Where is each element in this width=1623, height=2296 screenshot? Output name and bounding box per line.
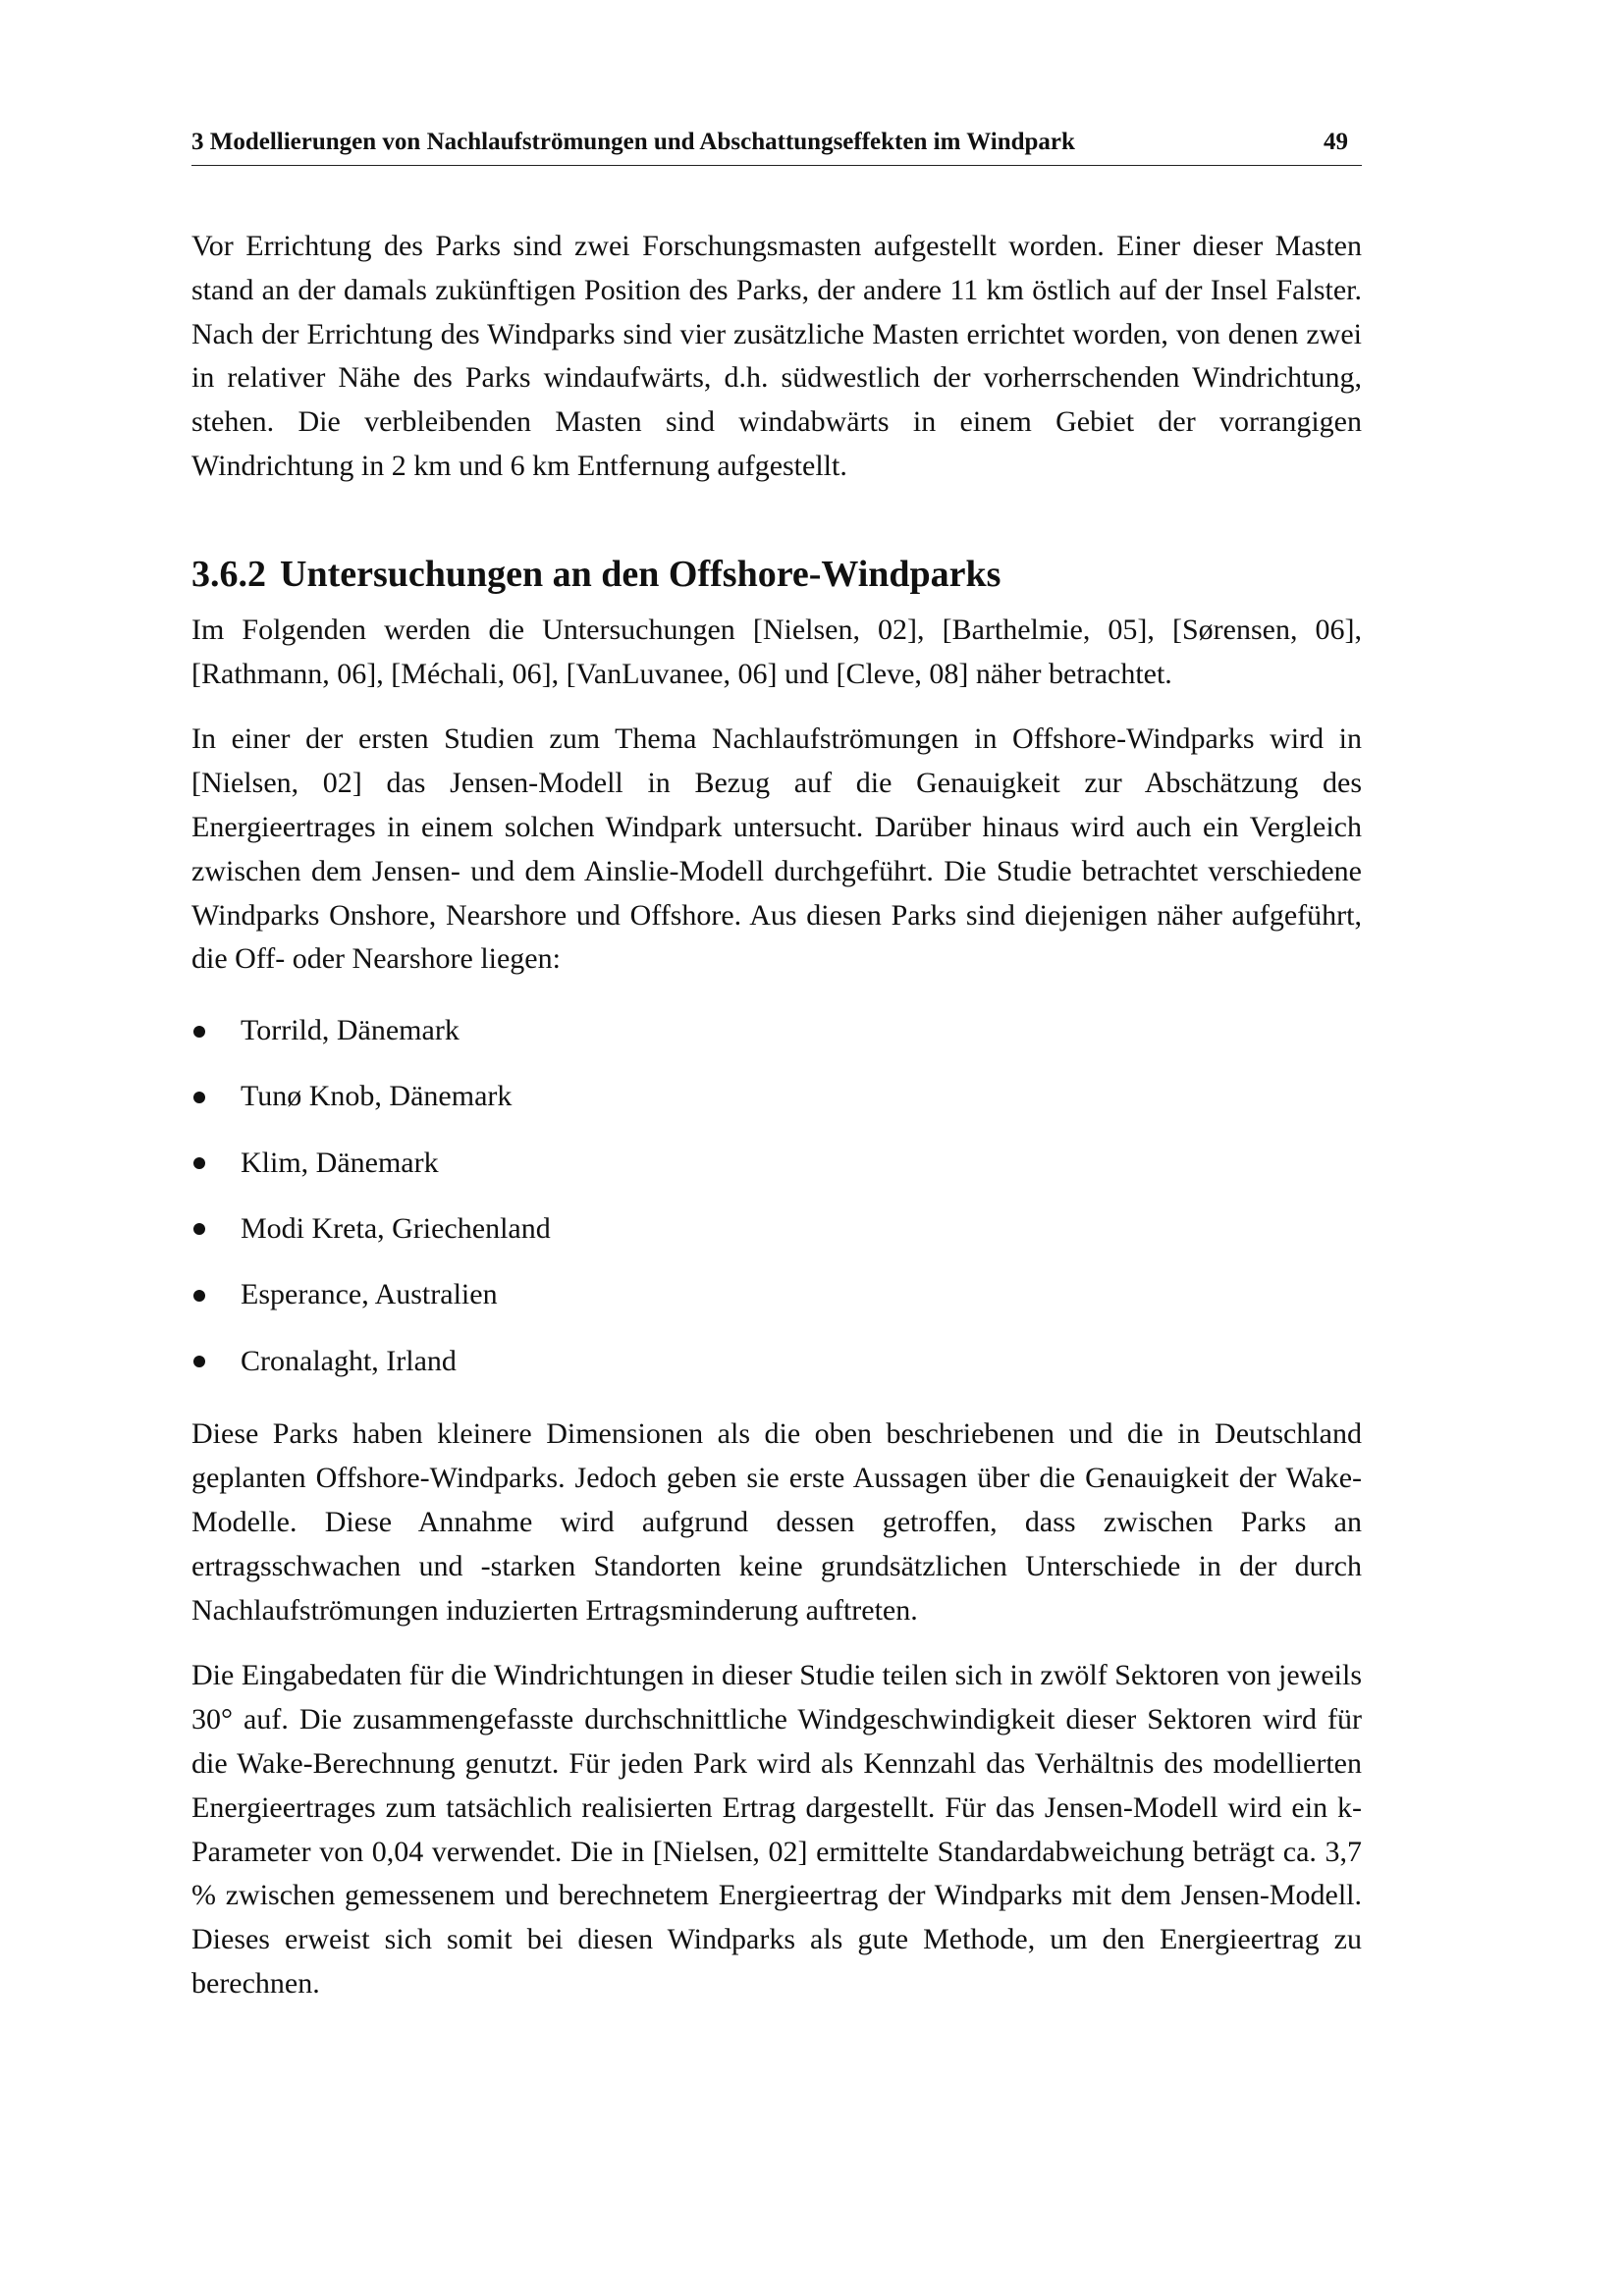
section-title: Untersuchungen an den Offshore-Windparks	[280, 553, 1001, 595]
list-item-text: Tunø Knob, Dänemark	[241, 1080, 513, 1113]
list-item	[191, 1340, 1362, 1384]
section-number: 3.6.2	[191, 553, 266, 595]
list-item	[191, 1207, 1362, 1252]
list-item	[191, 1009, 1362, 1053]
document-page	[191, 128, 1362, 2006]
list-item	[191, 1273, 1362, 1317]
bullet-icon	[193, 1157, 205, 1169]
list-item-text: Modi Kreta, Griechenland	[241, 1212, 551, 1246]
bullet-icon	[193, 1223, 205, 1235]
bullet-icon	[193, 1356, 205, 1367]
bullet-icon	[193, 1026, 205, 1038]
list-item	[191, 1142, 1362, 1186]
body-text	[191, 225, 1362, 2006]
page-number: 49	[1324, 129, 1348, 155]
bullet-icon	[193, 1290, 205, 1302]
list-item-text: Klim, Dänemark	[241, 1146, 439, 1179]
chapter-title: 3 Modellierungen von Nachlaufströmungen und Abschattungseffekten im Windpark	[191, 129, 1075, 155]
running-header	[191, 128, 1362, 166]
paragraph: Im Folgenden werden die Untersuchungen [Nielsen, 02], [Barthelmie, 05], [Sørensen, 06], [Rathmann, 06], [Méchali, 06], [VanLuvanee, 06] und [Cleve, 08] näher betrachtet.	[191, 613, 1362, 690]
list-item-text: Torrild, Dänemark	[241, 1014, 460, 1047]
paragraph: Die Eingabedaten für die Windrichtungen in dieser Studie teilen sich in zwölf Sektoren von jeweils 30° auf. Die zusammengefasste durchschnittliche Windgeschwindigkeit dieser Sektoren wird für die Wake-Berechnung genutzt. Für jeden Park wird als Kennzahl das Verhältnis des modellierten Energieertrages zum tatsächlich realisierten Ertrag dargestellt. Für das Jensen-Modell wird ein k-Parameter von 0,04 verwendet. Die in [Nielsen, 02] ermittelte Standardabweichung beträgt ca. 3,7 % zwischen gemessenem und berechnetem Energieertrag der Windparks mit dem Jensen-Modell. Dieses erweist sich somit bei diesen Windparks als gute Methode, um den Energieertrag zu berechnen.	[191, 1659, 1362, 2000]
section-heading	[191, 552, 1362, 597]
bullet-icon	[193, 1092, 205, 1103]
wind-park-list	[191, 1009, 1362, 1383]
list-item-text: Cronalaght, Irland	[241, 1344, 457, 1377]
list-item-text: Esperance, Australien	[241, 1278, 498, 1311]
paragraph: In einer der ersten Studien zum Thema Nachlaufströmungen in Offshore-Windparks wird in [Nielsen, 02] das Jensen-Modell in Bezug auf die Genauigkeit zur Abschätzung des Energieertrages in einem solchen Windpark untersucht. Darüber hinaus wird auch ein Vergleich zwischen dem Jensen- und dem Ainslie-Modell durchgeführt. Die Studie betrachtet verschiedene Windparks Onshore, Nearshore und Offshore. Aus diesen Parks sind diejenigen näher aufgeführt, die Off- oder Nearshore liegen:	[191, 722, 1362, 976]
paragraph: Diese Parks haben kleinere Dimensionen als die oben beschriebenen und die in Deutschland geplanten Offshore-Windparks. Jedoch geben sie erste Aussagen über die Genauigkeit der Wake-Modelle. Diese Annahme wird aufgrund dessen getroffen, dass zwischen Parks an ertragsschwachen und -starken Standorten keine grundsätzlichen Unterschiede in der durch Nachlaufströmungen induzierten Ertragsminderung auftreten.	[191, 1417, 1362, 1627]
list-item	[191, 1075, 1362, 1119]
intro-paragraph: Vor Errichtung des Parks sind zwei Forschungsmasten aufgestellt worden. Einer dieser Masten stand an der damals zukünftigen Position des Parks, der andere 11 km östlich auf der Insel Falster. Nach der Errichtung des Windparks sind vier zusätzliche Masten errichtet worden, von denen zwei in relativer Nähe des Parks windaufwärts, d.h. südwestlich der vorherrschenden Windrichtung, stehen. Die verbleibenden Masten sind windabwärts in einem Gebiet der vorrangigen Windrichtung in 2 km und 6 km Entfernung aufgestellt.	[191, 230, 1362, 482]
